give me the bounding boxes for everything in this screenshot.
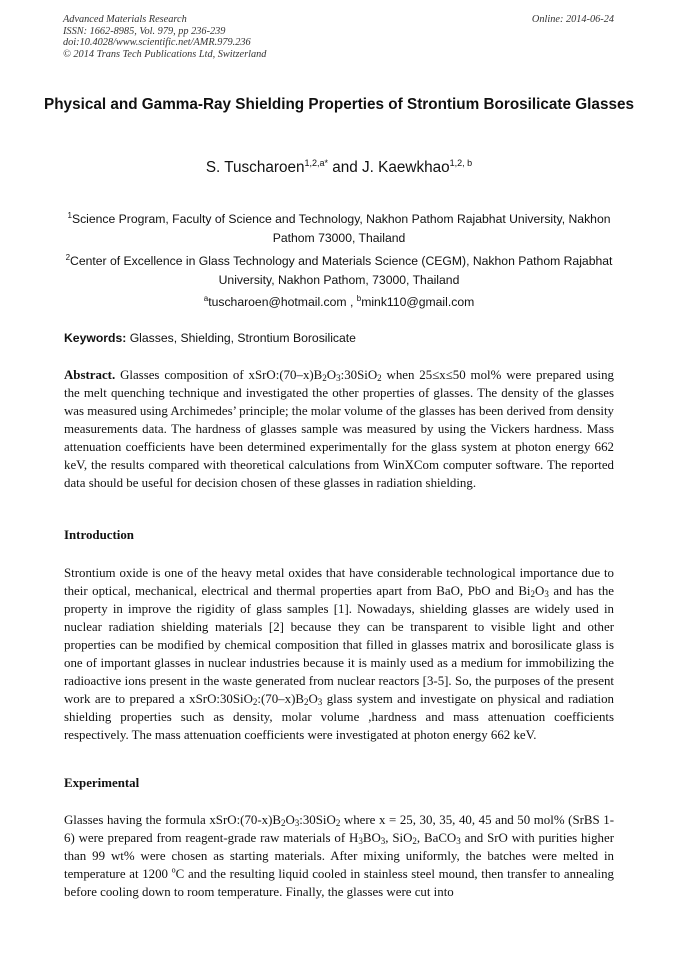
author-name: J. Kaewkhao [362,159,450,177]
affiliations [60,206,618,290]
subscript: 3 [544,589,549,600]
paper-title: Physical and Gamma-Ray Shielding Properties of Strontium Borosilicate Glasses [44,96,634,113]
email-address[interactable]: tuscharoen@hotmail.com [208,295,347,310]
paragraph-text: and has the property in improve the rigidity of glass samples [1]. Nowadays, shielding glasses are widely used in nuclear radiation shielding materials [2] because they can be transparent to visible light and other properties can be modified by chemical composition that filled in glasses matrix and borosilicate glass is one of important glasses in nuclear industries because it is mainly used as a medium for immobilizing the radioactive ions present in the waste generated from nuclear reactors [3-5]. So, the purposes of the present work are to prepared a xSrO:30SiO [64,584,614,707]
journal-copyright: © 2014 Trans Tech Publications Ltd, Switzerland [63,48,267,60]
email-line [0,294,678,309]
abstract-text: when 25≤x≤50 mol% were prepared using the melt quenching technique and investigated the other properties of glasses. The density of the glasses was measured using Archimedes’ principle; the molar volume of the glasses has been derived from density measurements data. The hardness of glasses sample was measured by using the Vickers hardness. Mass attenuation coefficients have been determined experimentally for the glass system at photon energy 662 keV, the results compared with theoretical calculations from WinXCom computer software. The reported data should be useful for decision chosen of these glasses in radiation shielding. [64,368,614,491]
paragraph-text: where x = 25, 30, 35, 40, 45 and 50 mol% (SrBS 1-6) were prepared from reagent-grade raw materials of H [64,813,614,846]
subscript: 2 [280,818,286,828]
author-affiliation-mark: 1,2, b [449,158,473,168]
abstract-text: Glasses composition of xSrO:(70–x)B [115,368,323,382]
subscript: 3 [336,373,341,383]
keywords-label: Keywords: [64,331,127,345]
subscript: 3 [294,818,300,828]
journal-issn: ISSN: 1662-8985, Vol. 979, pp 236-239 [63,25,226,37]
affiliation-text: Science Program, Faculty of Science and Technology, Nakhon Pathom Rajabhat University, Nakhon Pathom 73000, Thailand [71,212,611,246]
subscript: 3 [380,836,386,847]
email-address[interactable]: mink110@gmail.com [361,295,475,310]
email-mark: a [203,294,209,303]
subscript: 2 [335,818,341,828]
section-heading-introduction: Introduction [64,528,134,542]
subscript: 2 [303,697,309,708]
author-name: S. Tuscharoen [205,159,305,177]
paragraph-text: C and the resulting liquid cooled in stainless steel mound, then transfer to annealing before cooling down to room temperature. Finally, the glasses were cut into [64,867,614,900]
keywords-text: Glasses, Shielding, Strontium Borosilicate [126,331,356,345]
degree-mark: o [171,865,176,875]
section-heading-experimental: Experimental [64,776,140,790]
paragraph-text: and SrO with purities higher than 99 wt% were chosen as starting materials. After mixing uniformly, the batches were melted in temperature at 1200 [64,831,614,882]
abstract-text: O [326,368,337,382]
author-affiliation-mark: 1,2,a* [304,158,328,168]
subscript: 2 [412,836,417,847]
keywords [64,331,356,345]
paragraph-text: , SiO [385,831,413,846]
paragraph-text: Glasses having the formula xSrO:(70-x)B [64,813,281,827]
introduction-paragraph [64,564,614,744]
abstract [64,366,614,492]
subscript: 3 [358,836,363,847]
subscript: 3 [456,836,461,847]
subscript: 2 [322,373,327,383]
paragraph-text: O [285,813,295,827]
affiliation-mark: 1 [67,211,72,220]
paragraph-text: BO [362,831,381,846]
email-separator: , [346,295,357,310]
affiliation-mark: 2 [65,253,71,263]
abstract-text: :30SiO [340,368,378,382]
paragraph-text: :(70–x)B [257,692,304,707]
subscript: 2 [530,589,535,600]
experimental-paragraph [64,811,614,901]
journal-header [63,14,266,60]
author-conjunction: and [328,159,363,177]
paragraph-text: O [535,584,545,599]
subscript: 2 [377,373,382,383]
affiliation [60,206,618,248]
journal-doi: doi:10.4028/www.scientific.net/AMR.979.236 [63,37,251,49]
paragraph-text: glass system and investigate on physical and radiation shielding properties such as density, molar volume ,hardness and mass attenuation coefficients respectively. The mass attenuation coefficients were investigated at photon energy 662 keV. [64,692,614,743]
email-mark: b [356,294,362,303]
journal-name: Advanced Materials Research [63,14,187,25]
subscript: 3 [317,697,323,708]
author-line [0,158,678,177]
online-date: Online: 2014-06-24 [531,14,614,25]
affiliation [60,248,618,290]
paragraph-text: , BaCO [416,831,457,846]
affiliation-text: Center of Excellence in Glass Technology and Materials Science (CEGM), Nakhon Pathom Rajabhat University, Nakhon Pathom, 73000, Thailand [70,254,613,288]
subscript: 2 [252,697,258,708]
paragraph-text: :30SiO [299,813,336,827]
abstract-label: Abstract. [64,368,116,382]
paragraph-text: O [308,692,318,707]
paragraph-text: Strontium oxide is one of the heavy metal oxides that have considerable technological importance due to their optical, mechanical, electrical and thermal properties apart from BaO, PbO and Bi [64,566,614,599]
